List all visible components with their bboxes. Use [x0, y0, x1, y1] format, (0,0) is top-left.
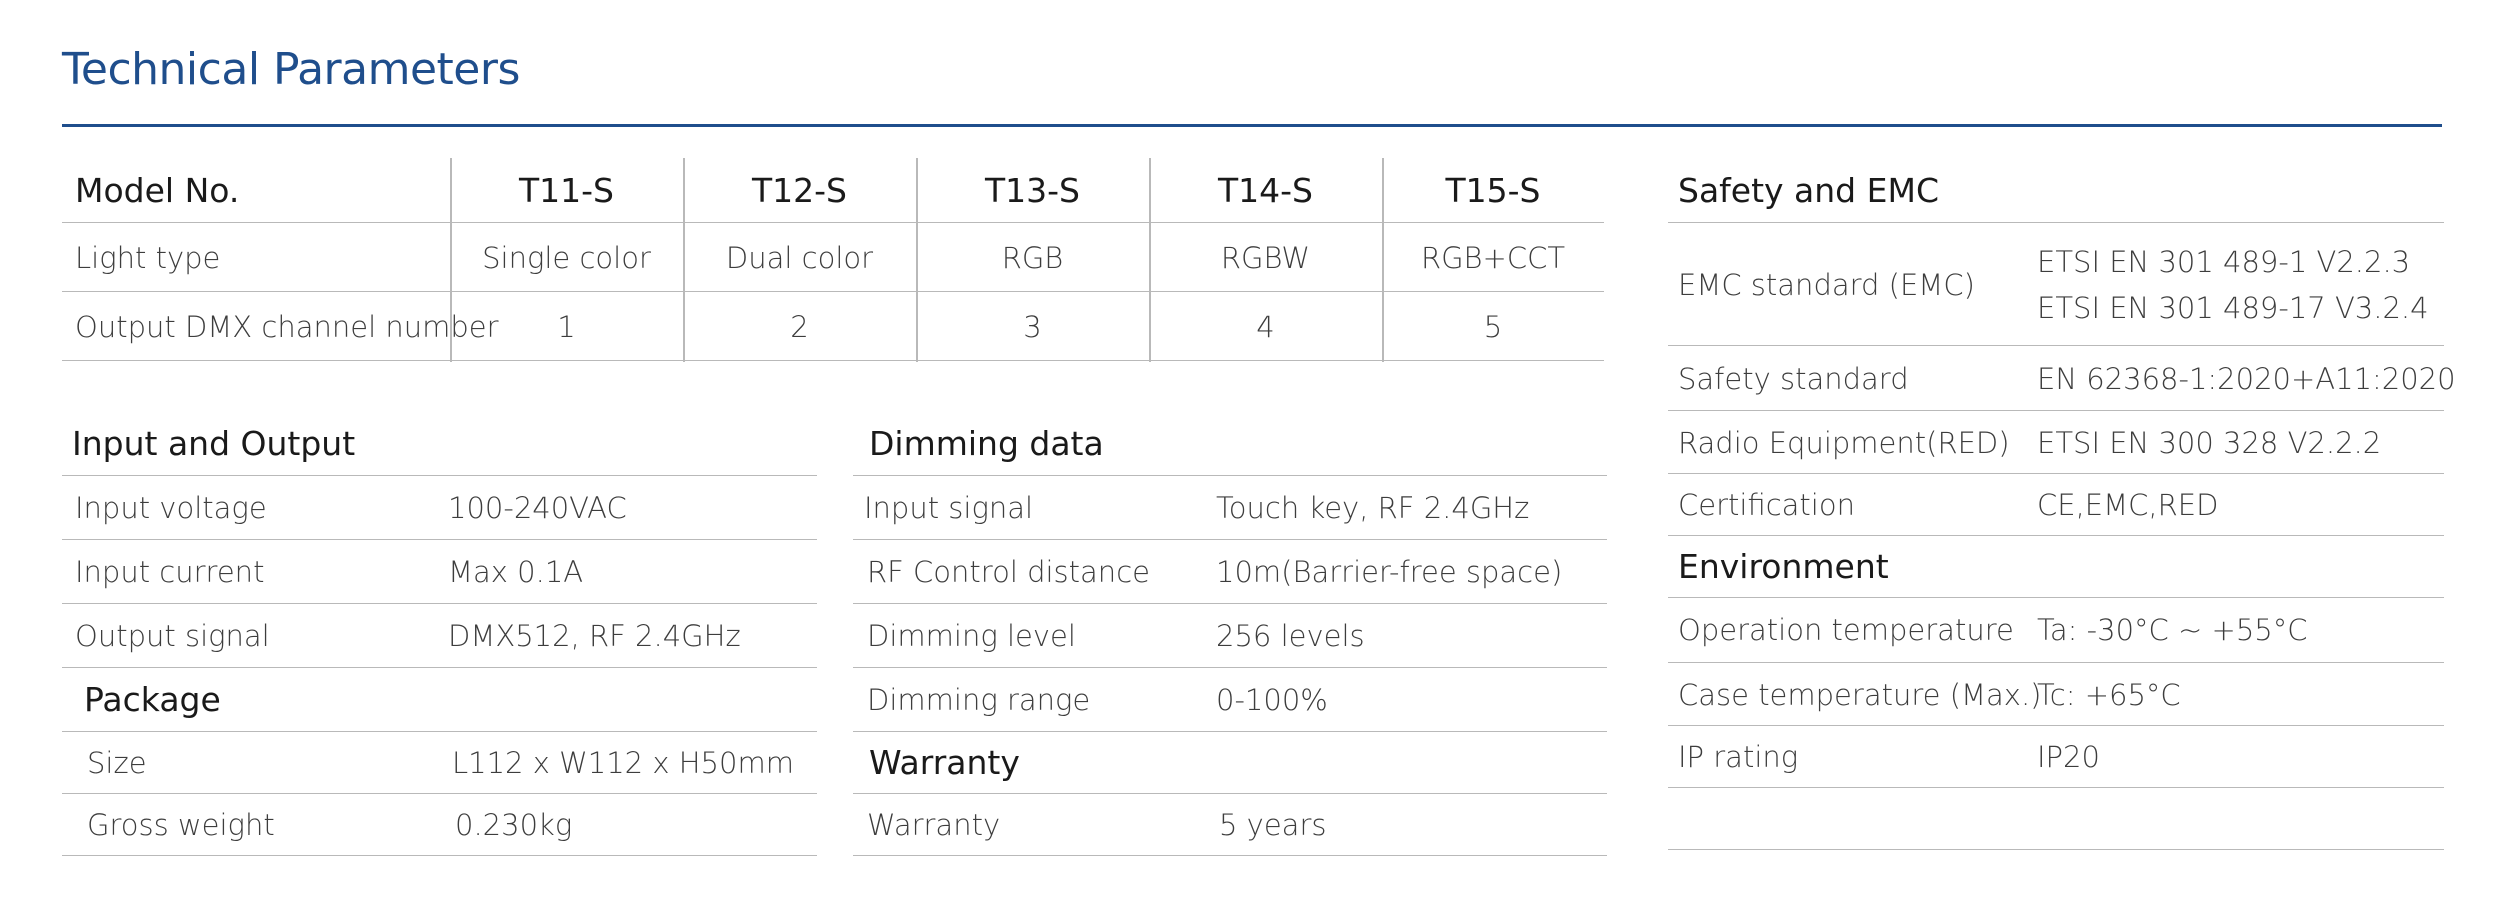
row-label: EMC standard (EMC): [1678, 267, 1975, 302]
model-t12: T12-S: [751, 170, 847, 210]
cell-value: RGB+CCT: [1420, 240, 1566, 275]
section-title: Safety and EMC: [1678, 170, 1939, 210]
model-t11: T11-S: [518, 170, 614, 210]
cell-value: 3: [1023, 309, 1042, 344]
model-no-label: Model No.: [75, 170, 240, 210]
table-row: [1668, 664, 2444, 726]
row-value: Tc: +65°C: [2037, 677, 2181, 712]
cell-value: 5: [1483, 309, 1503, 344]
row-value: DMX512, RF 2.4GHz: [448, 618, 741, 653]
cell-value: Dual color: [725, 240, 874, 275]
section-title: Package: [84, 680, 221, 719]
row-value: ETSI EN 300 328 V2.2.2: [2037, 425, 2382, 460]
cell-value: 2: [790, 309, 809, 344]
row-label: Safety standard: [1678, 361, 1909, 396]
table-row: [853, 604, 1607, 668]
emc-values: [2037, 224, 2429, 345]
row-label: Dimming level: [867, 618, 1076, 653]
title-divider: [62, 124, 2442, 127]
row-value: 0-100%: [1216, 682, 1328, 717]
table-row: [1668, 474, 2444, 536]
row-value: 100-240VAC: [448, 490, 627, 525]
row-label: Case temperature (Max.): [1678, 677, 2042, 712]
section-header: [853, 732, 1607, 794]
table-row: [853, 476, 1607, 540]
model-table: [62, 158, 1604, 362]
cell-value: 4: [1256, 309, 1275, 344]
table-row: [62, 540, 817, 604]
cell-value: RGBW: [1220, 240, 1311, 275]
row-label: Operation temperature: [1678, 613, 2014, 647]
section-header: [62, 412, 817, 476]
row-value: IP20: [2037, 739, 2100, 774]
row-value: 10m(Barrier-free space): [1216, 554, 1563, 589]
row-value: EN 62368-1:2020+A11:2020: [2037, 361, 2456, 396]
model-t13: T13-S: [984, 170, 1080, 210]
table-row: [62, 293, 1604, 361]
row-label: Output DMX channel number: [75, 309, 499, 344]
table-row: [1668, 598, 2444, 663]
table-row: [853, 540, 1607, 604]
section-header: [853, 412, 1607, 476]
row-value: ETSI EN 301 489-1 V2.2.3: [2037, 244, 2411, 279]
safety-table: [1668, 158, 2456, 858]
row-label: Input signal: [864, 490, 1034, 525]
row-label: Certification: [1678, 487, 1855, 522]
row-label: RF Control distance: [867, 554, 1150, 589]
row-label: Output signal: [75, 618, 270, 653]
section-title: Environment: [1678, 547, 1889, 586]
table-row: [62, 476, 817, 540]
row-label: Radio Equipment(RED): [1678, 425, 2010, 460]
row-label: Gross weight: [87, 807, 275, 842]
row-label: Size: [87, 745, 147, 780]
page-title: Technical Parameters: [62, 44, 520, 95]
row-label: Dimming range: [867, 682, 1091, 717]
table-row: [853, 794, 1607, 856]
row-value: Touch key, RF 2.4GHz: [1216, 490, 1530, 525]
table-row: [1668, 726, 2444, 788]
input-output-table: [62, 412, 817, 856]
section-title: Dimming data: [869, 424, 1104, 463]
section-header: [1668, 158, 2444, 223]
row-value: ETSI EN 301 489-17 V3.2.4: [2037, 290, 2429, 325]
model-t14: T14-S: [1217, 170, 1313, 210]
row-value: 5 years: [1219, 807, 1327, 842]
row-label: Input current: [75, 554, 265, 589]
table-row: [62, 732, 817, 794]
dimming-table: [853, 412, 1607, 856]
cell-value: Single color: [482, 240, 651, 275]
model-header-row: [62, 158, 1604, 223]
row-value: 256 levels: [1216, 618, 1365, 653]
model-t15: T15-S: [1445, 170, 1541, 210]
row-value: L112 x W112 x H50mm: [452, 745, 794, 780]
cell-value: RGB: [1001, 240, 1064, 275]
section-title: Warranty: [869, 743, 1020, 782]
section-header: [1668, 536, 2444, 598]
table-row: [62, 604, 817, 668]
table-row-empty: [1668, 788, 2444, 850]
table-row: [1668, 412, 2444, 474]
row-label: Light type: [75, 240, 221, 275]
row-value: Max 0.1A: [448, 554, 584, 589]
row-label: IP rating: [1678, 739, 1799, 774]
row-value: Ta: -30°C ~ +55°C: [2037, 613, 2308, 647]
row-label: Input voltage: [75, 490, 267, 525]
row-value: CE,EMC,RED: [2037, 487, 2219, 522]
table-row: [1668, 224, 2444, 346]
table-row: [853, 668, 1607, 732]
row-label: Warranty: [867, 807, 1001, 842]
section-title: Input and Output: [72, 424, 356, 463]
table-row: [1668, 347, 2456, 411]
row-value: 0.230kg: [455, 807, 573, 842]
table-row: [62, 794, 817, 856]
cell-value: 1: [557, 309, 576, 344]
table-row: [62, 224, 1604, 292]
section-header: [62, 668, 817, 732]
